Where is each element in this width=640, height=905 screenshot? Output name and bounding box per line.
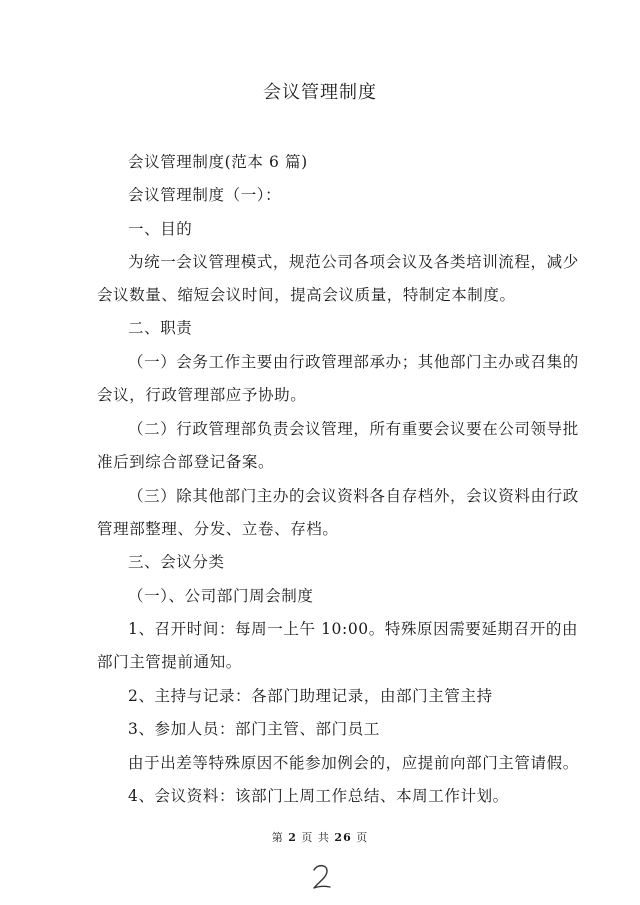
footer-suffix: 页 <box>356 831 369 844</box>
paragraph-line: 部门主管提前通知。 <box>97 653 242 671</box>
document-title: 会议管理制度 <box>263 82 377 103</box>
paragraph-line: 2、主持与记录：各部门助理记录，由部门主管主持 <box>128 687 493 705</box>
paragraph-line: 会议，行政管理部应予协助。 <box>97 386 307 404</box>
paragraph-line: 4、会议资料：该部门上周工作总结、本周工作计划。 <box>128 787 509 805</box>
paragraph-line: 管理部整理、分发、立卷、存档。 <box>97 520 339 538</box>
footer-page-number: 2 <box>288 831 297 844</box>
paragraph-line: 会议数量、缩短会议时间，提高会议质量，特制定本制度。 <box>97 286 516 304</box>
section-heading: 三、会议分类 <box>128 553 225 571</box>
paragraph-line: （二）行政管理部负责会议管理，所有重要会议要在公司领导批 <box>128 420 579 438</box>
footer-middle: 页 共 <box>301 831 330 844</box>
paragraph-line: 为统一会议管理模式，规范公司各项会议及各类培训流程，减少 <box>128 253 579 271</box>
paragraph-line: 3、参加人员：部门主管、部门员工 <box>128 720 380 738</box>
footer-prefix: 第 <box>271 831 284 844</box>
paragraph-line: 准后到综合部登记备案。 <box>97 453 275 471</box>
paragraph-line: 1、召开时间：每周一上午 10:00。特殊原因需要延期召开的由 <box>128 620 579 638</box>
paragraph-line: （三）除其他部门主办的会议资料各自存档外，会议资料由行政 <box>128 487 579 505</box>
subsection-heading: （一）、公司部门周会制度 <box>128 587 314 605</box>
paragraph-line: 会议管理制度(范本 6 篇) <box>128 153 308 171</box>
paragraph-line: 由于出差等特殊原因不能参加例会的，应提前向部门主管请假。 <box>128 754 579 772</box>
page-footer <box>0 829 640 845</box>
section-heading: 二、职责 <box>128 319 193 337</box>
paragraph-line: （一）会务工作主要由行政管理部承办；其他部门主办或召集的 <box>128 353 579 371</box>
footer-total-pages: 26 <box>334 831 352 844</box>
paragraph-line: 会议管理制度（一）： <box>128 186 282 204</box>
handwritten-page-mark <box>309 862 333 892</box>
section-heading: 一、目的 <box>128 220 193 238</box>
